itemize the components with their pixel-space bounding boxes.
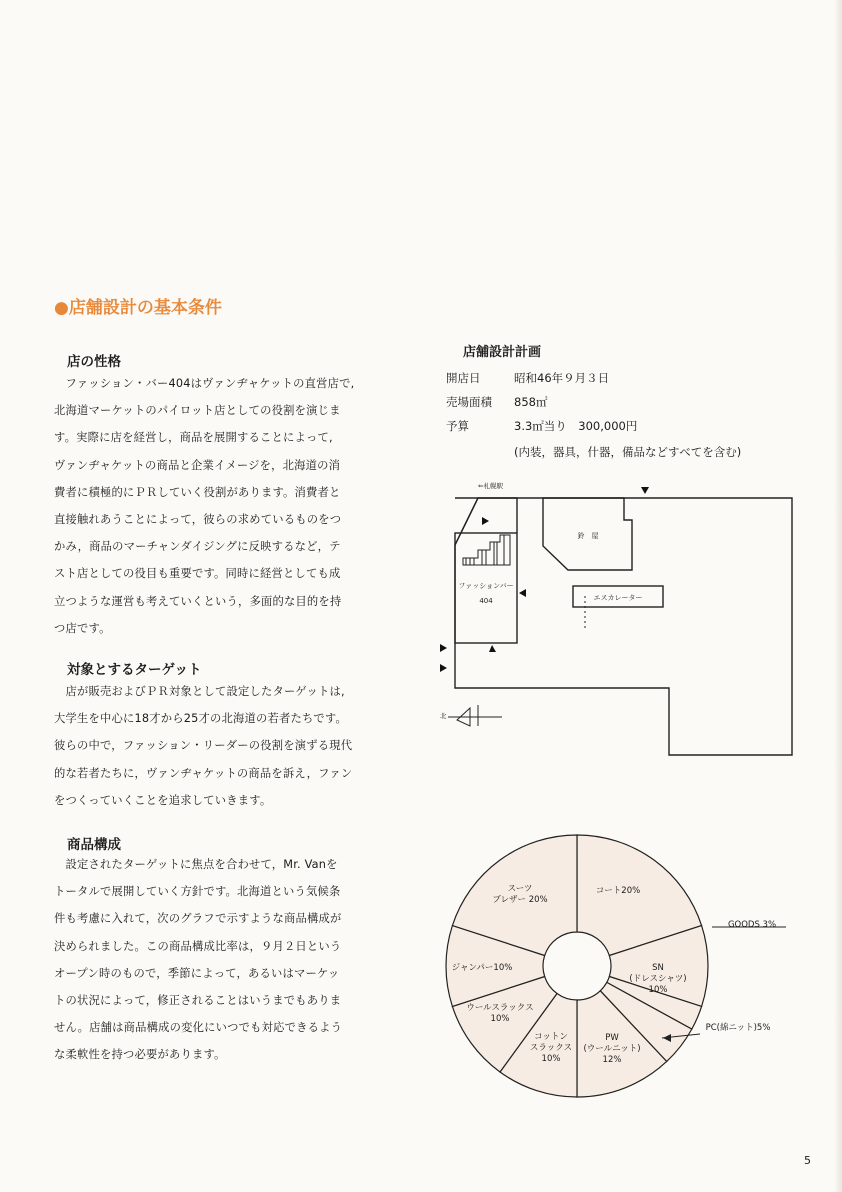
page-number: 5 [804,1154,811,1167]
text-line: す。実際に店を経営し，商品を展開することによって, [54,431,333,445]
pie-slice-label: ジャンパー10% [451,963,513,973]
stairs-icon [463,535,510,565]
text-line: つ店です。 [54,621,111,635]
north-label: 北 [440,712,447,720]
pie-slice-label: PC(綿ニット)5% [705,1023,771,1033]
text-line: ヴァンヂャケットの商品と企業イメージを，北海道の消 [54,458,341,472]
text-line: 彼らの中で，ファッション・リーダーの役割を演ずる現代 [54,739,353,753]
arrow-up-icon [489,645,496,652]
arrow-right-icon [440,644,447,652]
floor-outline [455,498,792,755]
pie-slice-label: コート20% [595,886,641,896]
pie-slice-label: GOODS 3% [727,920,777,930]
area-label: 売場面積 [446,395,492,409]
page-edge-shadow [834,0,842,1192]
text-line: 直接触れあうことによって，彼らの求めているものをつ [54,513,342,527]
arrow-down-icon [641,487,649,494]
pie-slice-label: SN (ドレスシャツ) 10% [629,963,687,995]
text-line: せん。店舗は商品構成の変化にいつでも対応できるよう [54,1021,343,1035]
text-line: 大学生を中心に18才から25才の北海道の若者たちです。 [54,712,347,726]
text-line: 北海道マーケットのパイロット店としての役割を演じま [54,404,341,418]
text-line: かみ，商品のマーチャンダイジングに反映するなど，テ [54,540,341,554]
arrow-left-icon [519,589,526,597]
text-line: 決められました。この商品構成比率は，９月２日という [54,939,342,953]
north-indicator [448,705,502,726]
budget-note: (内装，器具，什器，備品などすべてを含む) [514,445,742,459]
entrance-arrows [440,487,649,672]
text-line: な柔軟性を持つ必要があります。 [54,1048,226,1062]
arrow-right-icon [440,664,447,672]
shop-label-number: 404 [479,597,493,605]
shop-label-name: ファッションバー [458,582,514,590]
pie-slice-label: コットンスラックス 10% [529,1032,573,1064]
paragraph-target [54,678,414,814]
pie-slice-label: スーツブレザー 20% [492,884,548,905]
heading-target: 対象とするターゲット [67,662,202,678]
text-line: トータルで展開していく方針です。北海道という気候条 [54,885,341,899]
text-line: 件も考慮に入れて，次のグラフで示すような商品構成が [54,912,342,926]
text-line: ファッション・バー404はヴァンヂャケットの直営店で, [54,377,355,390]
pie-slice-label: PW (ウールニット) 12% [583,1033,641,1065]
product-mix-donut-chart [430,828,822,1112]
text-line: オープン時のもので，季節によって，あるいはマーケッ [54,966,340,980]
neighbor-label: 鈴 屋 [577,532,599,540]
text-line: 立つような運営も考えていくという，多面的な目的を持 [54,594,342,608]
text-line: 費者に積極的にＰＲしていく役割があります。消費者と [54,485,341,499]
pie-slice-label: ウールスラックス 10% [466,1003,534,1024]
paragraph-product-mix [54,851,414,1069]
paragraph-store-character [54,370,414,642]
text-line: 店が販売およびＰＲ対象として設定したターゲットは, [54,685,345,698]
heading-store-character: 店の性格 [67,354,121,370]
section-title: ●店舗設計の基本条件 [54,298,222,318]
opening-value: 昭和46年９月３日 [514,371,610,385]
opening-label: 開店日 [446,371,481,385]
budget-value: 3.3㎡当り 300,000円 [514,419,638,433]
text-line: スト店としての役目も重要です。同時に経営としても成 [54,567,341,581]
text-line: トの状況によって，修正されることはいうまでもありま [54,994,342,1008]
area-value: 858㎡ [514,395,548,409]
text-line: 的な若者たちに，ヴァンヂャケットの商品を訴え，ファン [54,766,353,780]
escalator-label: エスカレーター [593,594,643,602]
text-line: をつくっていくことを追求していきます。 [54,793,272,807]
arrow-right-icon [482,517,489,525]
budget-label: 予算 [446,419,469,433]
floor-plan [434,474,804,764]
plan-title: 店舗設計計画 [463,345,542,360]
text-line: 設定されたターゲットに焦点を合わせて，Mr. Vanを [54,858,338,871]
heading-product-mix: 商品構成 [67,837,121,853]
station-label: ⇐札幌駅 [478,482,503,490]
